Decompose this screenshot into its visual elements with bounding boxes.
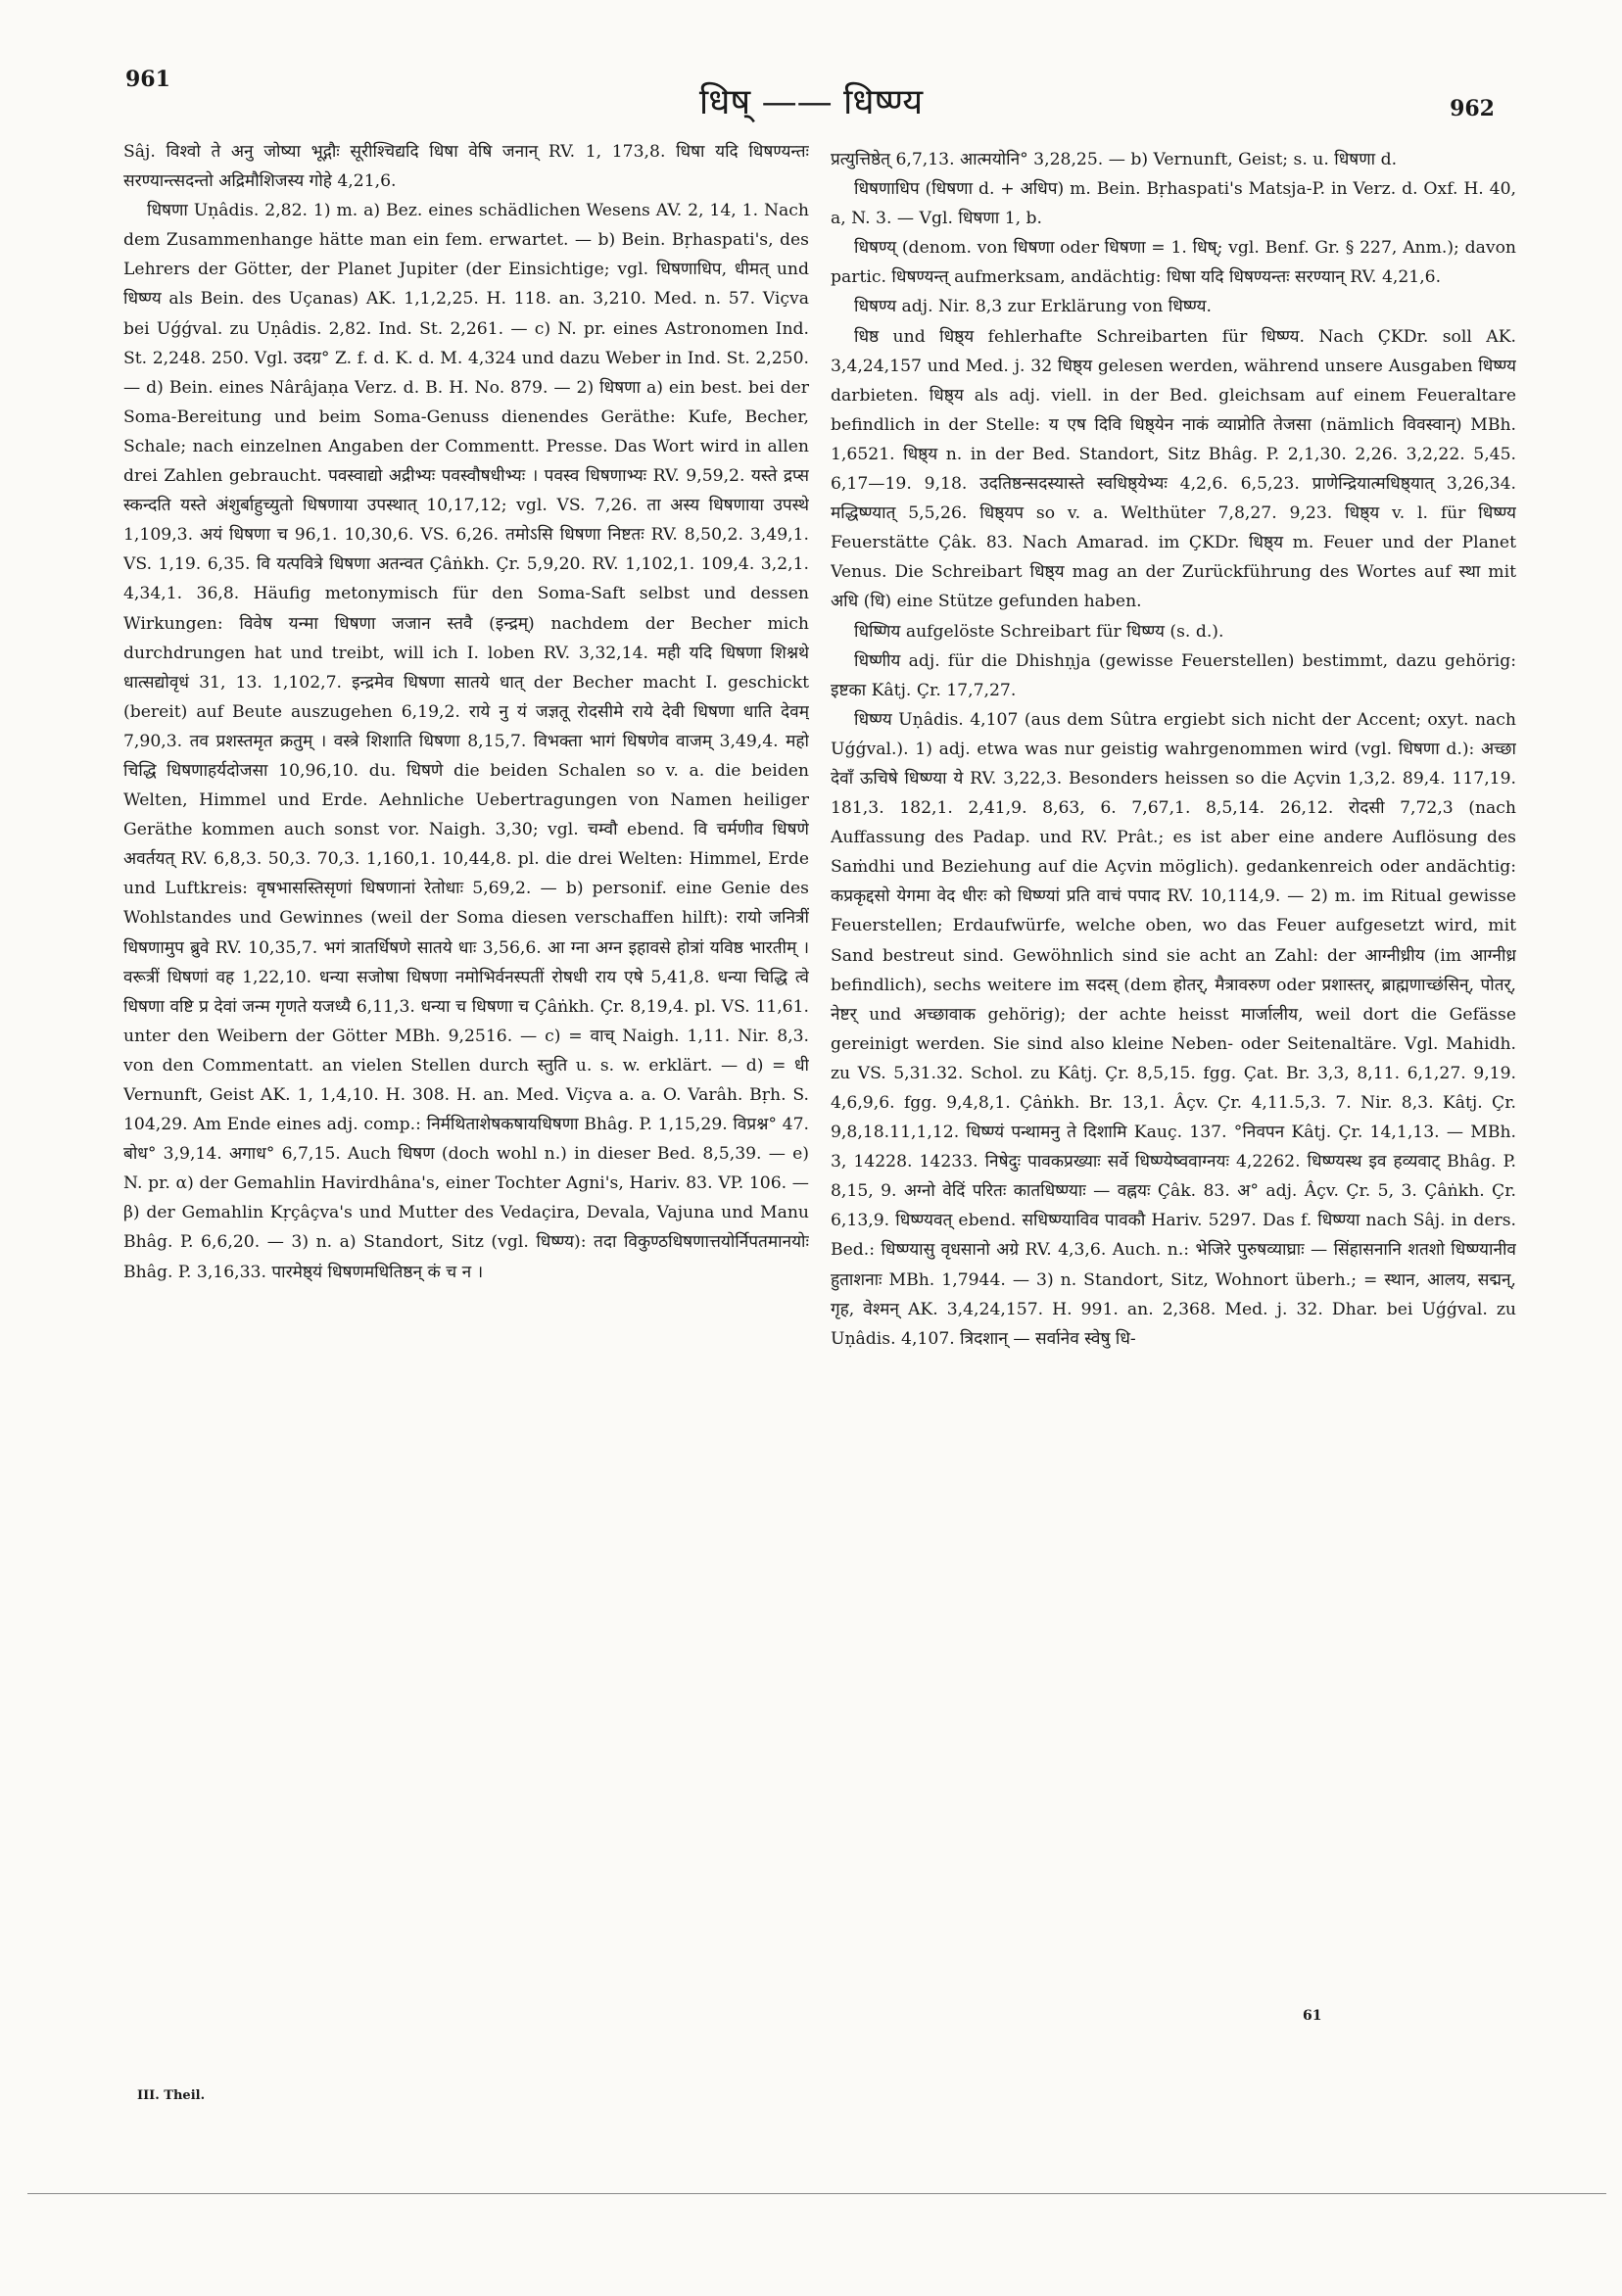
running-head: धिष् —— धिष्ण्य	[698, 82, 924, 122]
paragraph: धिषण्य adj. Nir. 8,3 zur Erklärung von धिष्ण्य.	[854, 297, 1212, 317]
sheet-number: 61	[1303, 2008, 1322, 2024]
right-column	[831, 145, 1516, 2012]
paragraph: धिष्ण्य Uṇâdis. 4,107 (aus dem Sûtra ergiebt sich nicht der Accent; oxyt. nach Uǵǵval.). 1) adj. etwa was nur geistig wahrgenommen wird (vgl. धिषणा d.): अच्छा देवाँ ऊचिषे धिष्ण्या ये RV. 3,22,3. Besonders heissen so die Açvin 1,3,2. 89,4. 117,19. 181,3. 182,1. 2,41,9. 8,63, 6. 7,67,1. 8,5,14. 26,12. रोदसी 7,72,3 (nach Auffassung des Padap. und RV. Prât.; es ist aber eine andere Auflösung des Saṁdhi und Beziehung auf die Açvin möglich). gedankenreich oder andächtig: कप्रकृद्दसो येगमा वेद धीरः को धिष्ण्यां प्रति वाचं पपाद RV. 10,114,9. — 2) m. im Ritual gewisse Feuerstellen; Erdaufwürfe, welche oben, wo das Feuer aufgesetzt wird, mit Sand bestreut sind. Gewöhnlich sind sie acht an Zahl: der आग्नीध्रीय (im आग्नीध्र befindlich), sechs weitere im सदस् (dem होतर्, मैत्रावरुण oder प्रशास्तर्, ब्राह्मणाच्छंसिन्, पोतर्, नेष्टर् und अच्छावाक gehörig); der achte heisst मार्जालीय, weil dort die Gefässe gereinigt werden. Sie sind also kleine Neben- oder Seitenaltäre. Vgl. Mahidh. zu VS. 5,31.32. Schol. zu Kâtj. Çr. 8,5,15. fgg. Çat. Br. 3,3, 8,11. 6,1,27. 9,19. 4,6,9,6. fgg. 9,4,8,1. Çâṅkh. Br. 13,1. Âçv. Çr. 4,11.5,3. 7. Nir. 8,3. Kâtj. Çr. 9,8,18.11,1,12. धिष्ण्यं पन्थामनु ते दिशामि Kauç. 137. °निवपन Kâtj. Çr. 14,1,13. — MBh. 3, 14228. 14233. निषेदुः पावकप्रख्याः सर्वे धिष्ण्येष्ववाग्नयः 4,2262. धिष्ण्यस्थ इव हव्यवाट् Bhâg. P. 8,15, 9. अग्नो वेदिं परितः कातधिष्ण्याः — वह्नयः Çâk. 83. अ° adj. Âçv. Çr. 5, 3. Çâṅkh. Çr. 6,13,9. धिष्ण्यवत् ebend. सधिष्ण्याविव पावकौ Hariv. 5297. Das f. धिष्ण्या nach Sâj. in ders. Bed.: धिष्ण्यासु वृधसानो अग्रे RV. 4,3,6. Auch. n.: भेजिरे पुरुषव्याघ्राः — सिंहासनानि शतशो धिष्ण्यानीव हुताशनाः MBh. 1,7944. — 3) n. Standort, Sitz, Wohnort überh.; = स्थान, आलय, सद्मन्, गृह, वेश्मन् AK. 3,4,24,157. H. 991. an. 2,368. Med. j. 32. Dhar. bei Uǵǵval. zu Uṇâdis. 4,107. त्रिदशान् — सर्वानेव स्वेषु धि-	[831, 709, 1516, 1349]
right-page-number: 962	[1450, 96, 1495, 121]
paragraph: Sâj. विश्वो ते अनु जोष्या भूद्गौः सूरीश्चिद्यदि धिषा वेषि जनान् RV. 1, 173,8. धिषा यदि धिषण्यन्तः सरण्यान्त्सदन्तो अद्रिमौशिजस्य गोहे 4,21,6.	[123, 142, 809, 192]
paragraph: धिष्ठ und धिष्ठ्य fehlerhafte Schreibarten für धिष्ण्य. Nach ÇKDr. soll AK. 3,4,24,157 und Med. j. 32 धिष्ठ्य gelesen werden, während unsere Ausgaben धिष्ण्य darbieten. धिष्ठ्य als adj. viell. in der Bed. gleichsam auf einem Feueraltare befindlich in der Stelle: य एष दिवि धिष्ठ्येन नाकं व्याप्नोति तेजसा (nämlich विवस्वान्) MBh. 1,6521. धिष्ठ्य n. in der Bed. Standort, Sitz Bhâg. P. 2,1,30. 2,26. 3,2,22. 5,45. 6,17—19. 9,18. उदतिष्ठन्सदस्यास्ते स्वधिष्ठ्येभ्यः 4,2,6. 6,5,23. प्राणेन्द्रियात्मधिष्ठ्यात् 3,26,34. मद्धिष्ण्यात् 5,5,26. धिष्ठ्यप so v. a. Welthüter 7,8,27. 9,23. धिष्ठ्य v. l. für धिष्ण्य Feuerstätte Çâk. 83. Nach Amarad. im ÇKDr. धिष्ठ्य m. Feuer und der Planet Venus. Die Schreibart धिष्ठ्य mag an der Zurückführung des Wortes auf स्था mit अधि (धि) eine Stütze gefunden haben.	[831, 326, 1516, 612]
left-column	[123, 137, 809, 2101]
bottom-rule	[27, 2193, 1606, 2194]
paragraph: धिषणा Uṇâdis. 2,82. 1) m. a) Bez. eines schädlichen Wesens AV. 2, 14, 1. Nach dem Zusammenhange hätte man ein fem. erwartet. — b) Bein. Bṛhaspati's, des Lehrers der Götter, der Planet Jupiter (der Einsichtige; vgl. धिषणाधिप, धीमत् und धिष्ण्य als Bein. des Uçanas) AK. 1,1,2,25. H. 118. an. 3,210. Med. n. 57. Viçva bei Uǵǵval. zu Uṇâdis. 2,82. Ind. St. 2,261. — c) N. pr. eines Astronomen Ind. St. 2,248. 250. Vgl. उदग्र° Z. f. d. K. d. M. 4,324 und dazu Weber in Ind. St. 2,250. — d) Bein. eines Nârâjaṇa Verz. d. B. H. No. 879. — 2) धिषणा a) ein best. bei der Soma-Bereitung und beim Soma-Genuss dienendes Geräthe: Kufe, Becher, Schale; nach einzelnen Angaben der Commentt. Presse. Das Wort wird in allen drei Zahlen gebraucht. पवस्वाद्यो अद्रीभ्यः पवस्वौषधीभ्यः । पवस्व धिषणाभ्यः RV. 9,59,2. यस्ते द्रप्स स्कन्दति यस्ते अंशुर्बाहुच्युतो धिषणाया उपस्थात् 10,17,12; vgl. VS. 7,26. ता अस्य धिषणाया उपस्थे 1,109,3. अयं धिषणा च 96,1. 10,30,6. VS. 6,26. तमोऽसि धिषणा निष्टतः RV. 8,50,2. 3,49,1. VS. 1,19. 6,35. वि यत्पवित्रे धिषणा अतन्वत Çâṅkh. Çr. 5,9,20. RV. 1,102,1. 109,4. 3,2,1. 4,34,1. 36,8. Häufig metonymisch für den Soma-Saft selbst und dessen Wirkungen: विवेष यन्मा धिषणा जजान स्तवै (इन्द्रम्) nachdem der Becher mich durchdrungen hat und treibt, will ich I. loben RV. 3,32,14. मही यदि धिषणा शिश्नथे धात्सद्योवृधं 31, 13. 1,102,7. इन्द्रमेव धिषणा सातये धात् der Becher macht I. geschickt (bereit) auf Beute auszugehen 6,19,2. राये नु यं जज्ञतू रोदसीमे राये देवी धिषणा धाति देवम् 7,90,3. तव प्रशस्तमृत क्रतुम् । वस्त्रे शिशाति धिषणा 8,15,7. विभक्ता भागं धिषणेव वाजम् 3,49,4. महो चिद्धि धिषणाहर्यदोजसा 10,96,10. du. धिषणे die beiden Schalen so v. a. die beiden Welten, Himmel und Erde. Aehnliche Uebertragungen von Namen heiliger Geräthe kommen auch sonst vor. Naigh. 3,30; vgl. चम्वौ ebend. वि चर्मणीव धिषणे अवर्तयत् RV. 6,8,3. 50,3. 70,3. 1,160,1. 10,44,8. pl. die drei Welten: Himmel, Erde und Luftkreis: वृषभासस्तिसृणां धिषणानां रेतोधाः 5,69,2. — b) personif. eine Genie des Wohlstandes und Gewinnes (weil der Soma diesen verschaffen hilft): रायो जनित्रीं धिषणामुप ब्रुवे RV. 10,35,7. भगं त्रातर्धिषणे सातये धाः 3,56,6. आ ग्ना अग्न इहावसे होत्रां यविष्ठ भारतीम् । वरूत्रीं धिषणां वह 1,22,10. धन्या सजोषा धिषणा नमोभिर्वनस्पतीं रोषधी राय एषे 5,41,8. धन्या चिद्धि त्वे धिषणा वष्टि प्र देवां जन्म गृणते यजध्यै 6,11,3. धन्या च धिषणा च Çâṅkh. Çr. 8,19,4. pl. VS. 11,61. unter den Weibern der Götter MBh. 9,2516. — c) = वाच् Naigh. 1,11. Nir. 8,3. von den Commentatt. an vielen Stellen durch स्तुति u. s. w. erklärt. — d) = धी Vernunft, Geist AK. 1, 1,4,10. H. 308. H. an. Med. Viçva a. a. O. Varâh. Bṛh. S. 104,29. Am Ende eines adj. comp.: निर्मथिताशेषकषायधिषणा Bhâg. P. 1,15,29. विप्रश्न° 47. बोध° 3,9,14. अगाध° 6,7,15. Auch धिषण (doch wohl n.) in dieser Bed. 8,5,39. — e) N. pr. α) der Gemahlin Havirdhâna's, einer Tochter Agni's, Hariv. 83. VP. 106. — β) der Gemahlin Kṛçâçva's und Mutter des Vedaçira, Devala, Vajuna und Manu Bhâg. P. 6,6,20. — 3) n. a) Standort, Sitz (vgl. धिष्ण्य): तदा विकुण्ठधिषणात्तयोर्निपतमानयोः Bhâg. P. 3,16,33. पारमेष्ठ्यं धिषणमधितिष्ठन् कं च न ।	[123, 201, 809, 1282]
paragraph: धिषणाधिप (धिषणा d. + अधिप) m. Bein. Bṛhaspati's Matsja-P. in Verz. d. Oxf. H. 40, a, N. 3. — Vgl. धिषणा 1, b.	[831, 179, 1516, 229]
left-page-number: 961	[125, 67, 170, 92]
paragraph: प्रत्युत्तिष्ठेत् 6,7,13. आत्मयोनि° 3,28,25. — b) Vernunft, Geist; s. u. धिषणा d.	[831, 150, 1398, 169]
paragraph: धिषण्य् (denom. von धिषणा oder धिषणा = 1. धिष्; vgl. Benf. Gr. § 227, Anm.); davon partic. धिषण्यन्त् aufmerksam, andächtig: धिषा यदि धिषण्यन्तः सरण्यान् RV. 4,21,6.	[831, 238, 1516, 288]
volume-label: III. Theil.	[137, 2088, 206, 2103]
paragraph: धिष्णिय aufgelöste Schreibart für धिष्ण्य (s. d.).	[854, 621, 1224, 642]
paragraph: धिष्णीय adj. für die Dhishṇja (gewisse Feuerstellen) bestimmt, dazu gehörig: इष्टका Kâtj. Çr. 17,7,27.	[831, 650, 1516, 700]
